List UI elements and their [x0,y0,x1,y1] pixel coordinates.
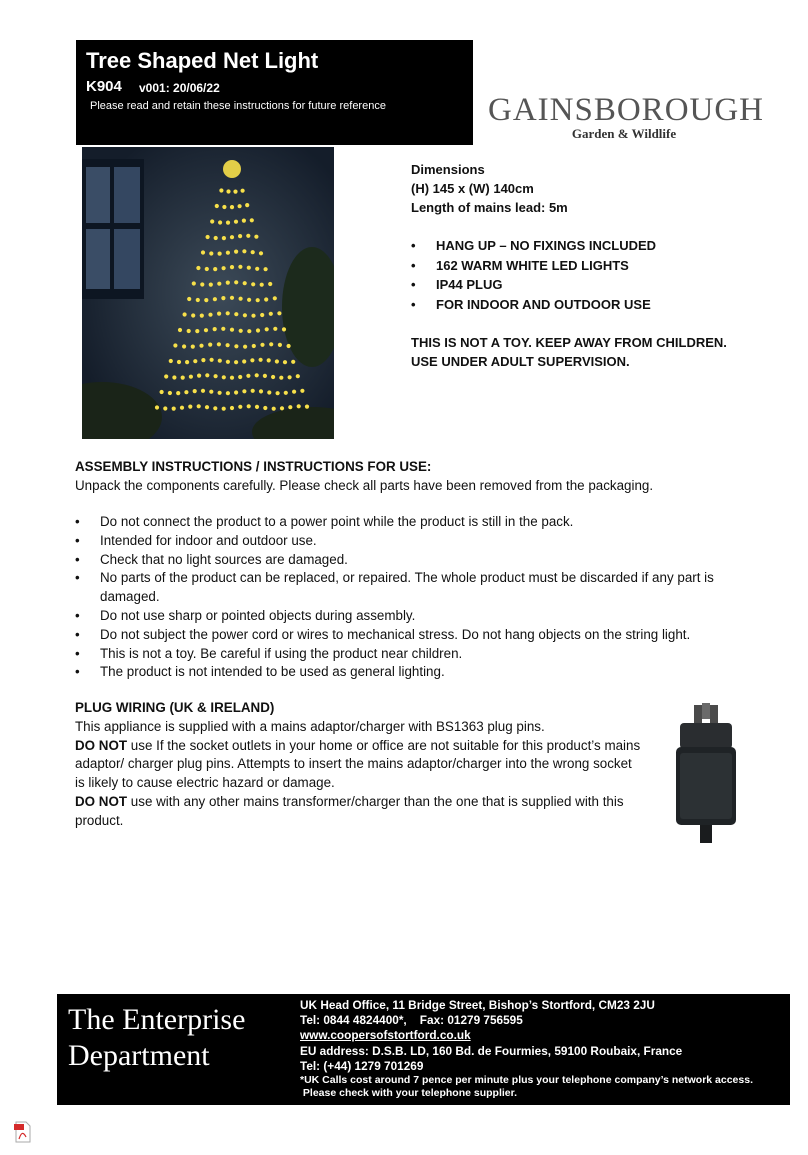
led-bulb [160,390,164,394]
led-bulb [217,312,221,316]
led-bulb [218,359,222,363]
led-bulb [205,405,209,409]
led-bulb [278,343,282,347]
led-bulb [169,359,173,363]
footer-block [57,994,790,1105]
led-bulb [250,358,254,362]
led-bulb [204,328,208,332]
led-bulb [255,405,259,409]
led-bulb [238,204,242,208]
led-bulb [255,267,259,271]
led-bulb [292,390,296,394]
led-bulb [243,345,247,349]
led-bulb [173,343,177,347]
led-bulb [234,220,238,224]
led-bulb [213,406,217,410]
led-bulb [264,297,268,301]
led-bulb [269,312,273,316]
led-bulb [221,296,225,300]
led-bulb [300,389,304,393]
led-bulb [251,314,255,318]
led-bulb [197,404,201,408]
led-bulb [213,327,217,331]
led-bulb [297,404,301,408]
led-bulb [247,266,251,270]
led-bulb [180,406,184,410]
instruction-item: • Check that no light sources are damaged. [75,551,775,570]
led-bulb [210,219,214,223]
product-code: K904 [86,78,122,95]
led-bulb [197,374,201,378]
led-bulb [230,235,234,239]
led-bulb [208,313,212,317]
department-line: The Enterprise [68,1003,246,1036]
led-bulb [191,345,195,349]
led-bulb [201,250,205,254]
led-bulb [256,298,260,302]
led-bulb [260,343,264,347]
product-photo [82,147,334,439]
led-bulb [233,190,237,194]
assembly-section [75,458,775,496]
led-bulb [189,375,193,379]
plug-warning-1 [75,737,645,793]
led-bulb [176,391,180,395]
led-bulb [219,188,223,192]
feature-item: • FOR INDOOR AND OUTDOOR USE [411,295,791,315]
instruction-item: • Intended for indoor and outdoor use. [75,532,775,551]
led-bulb [209,251,213,255]
led-bulb [259,251,263,255]
call-cost-note: *UK Calls cost around 7 pence per minute plus your telephone company’s network access. [300,1074,753,1087]
led-bulb [251,250,255,254]
led-bulb [230,328,234,332]
contact-info [300,998,790,1100]
led-bulb [218,391,222,395]
led-bulb [288,375,292,379]
led-bulb [239,329,243,333]
led-bulb [226,221,230,225]
led-bulb [226,251,230,255]
led-bulb [265,327,269,331]
led-bulb [291,360,295,364]
led-bulb [305,405,309,409]
led-bulb [226,360,230,364]
led-bulb [264,267,268,271]
led-bulb [276,391,280,395]
warning-line-1: THIS IS NOT A TOY. KEEP AWAY FROM CHILDREN. [411,335,727,350]
led-bulb [243,281,247,285]
led-bulb [213,297,217,301]
led-bulb [199,344,203,348]
led-bulb [256,328,260,332]
led-bulb [273,296,277,300]
led-bulb [209,283,213,287]
brand-subtitle: Garden & Wildlife [571,126,677,141]
led-bulb [238,405,242,409]
led-bulb [195,329,199,333]
led-bulb [188,405,192,409]
assembly-heading: ASSEMBLY INSTRUCTIONS / INSTRUCTIONS FOR USE: [75,459,432,474]
led-bulb [182,344,186,348]
led-bulb [251,282,255,286]
led-bulb [230,376,234,380]
led-bulb [277,311,281,315]
plug-warning-2 [75,793,645,831]
led-bulb [215,204,219,208]
led-bulb [243,313,247,317]
led-bulb [209,390,213,394]
led-bulb [204,298,208,302]
led-bulb [259,389,263,393]
do-not-label: DO NOT [75,793,128,809]
led-bulb [164,374,168,378]
led-bulb [185,360,189,364]
warning-line-2: USE UNDER ADULT SUPERVISION. [411,354,630,369]
website-link[interactable]: www.coopersofstortford.co.uk [300,1028,471,1043]
led-bulb [214,374,218,378]
led-bulb [191,313,195,317]
led-bulb [279,376,283,380]
pdf-icon [14,1121,32,1143]
led-bulb [172,407,176,411]
plug-line: This appliance is supplied with a mains adaptor/charger with BS1363 plug pins. [75,718,545,734]
led-bulb [273,327,277,331]
led-bulb [196,266,200,270]
led-bulb [271,375,275,379]
led-bulb [263,406,267,410]
led-bulb [226,281,230,285]
led-bulb [247,404,251,408]
led-bulb [263,374,267,378]
version-date: v001: 20/06/22 [139,81,220,95]
led-bulb [234,312,238,316]
instruction-item: • Do not use sharp or pointed objects during assembly. [75,607,775,626]
led-bulb [184,390,188,394]
led-bulb [226,189,230,193]
led-bulb [230,205,234,209]
instruction-item: • The product is not intended to be used as general lighting. [75,663,775,682]
led-bulb [226,343,230,347]
led-bulb [230,296,234,300]
led-bulb [238,265,242,269]
department-line: Department [68,1039,210,1072]
led-bulb [242,219,246,223]
led-bulb [172,375,176,379]
plug-wiring-section [75,699,645,831]
led-bulb [245,203,249,207]
led-bulb [268,282,272,286]
led-bulb [177,360,181,364]
led-bulb [226,311,230,315]
led-bulb [255,373,259,377]
led-bulb [192,281,196,285]
led-bulb [222,266,226,270]
plug-warning-text: use If the socket outlets in your home or office are not suitable for this product’s mains adaptor/ charger plug pins. Attempts to insert the mains adaptor/charger into the wrong socket is likely to cause electric hazard or damage. [75,737,641,791]
led-bulb [238,375,242,379]
led-bulb [210,358,214,362]
call-cost-note: Please check with your telephone supplier. [300,1087,518,1100]
led-bulb [217,282,221,286]
led-bulb [241,189,245,193]
led-bulb [230,265,234,269]
led-bulb [200,282,204,286]
led-bulb [218,220,222,224]
led-bulb [267,390,271,394]
feature-item: • HANG UP – NO FIXINGS INCLUDED [411,236,791,256]
led-bulb [246,234,250,238]
led-bulb [242,249,246,253]
led-bulb [282,327,286,331]
led-bulb [247,329,251,333]
led-bulb [272,407,276,411]
led-bulb [254,235,258,239]
star-light [223,160,241,178]
led-bulb [284,391,288,395]
department-name [68,1002,298,1074]
led-bulb [155,405,159,409]
led-bulb [283,360,287,364]
led-bulb [221,327,225,331]
led-bulb [259,358,263,362]
specifications [411,160,791,371]
led-bulb [178,328,182,332]
brand-logo [488,92,765,148]
led-bulb [193,359,197,363]
instruction-item: • This is not a toy. Be careful if using the product near children. [75,645,775,664]
led-bulb [242,359,246,363]
instruction-item: • Do not subject the power cord or wires to mechanical stress. Do not hang objects on the string light. [75,626,775,645]
led-bulb [296,374,300,378]
led-bulb [234,344,238,348]
led-bulb [238,234,242,238]
led-bulb [287,344,291,348]
led-bulb [234,390,238,394]
led-bulb [206,235,210,239]
led-bulb [200,314,204,318]
led-bulb [168,391,172,395]
feature-item: • IP44 PLUG [411,275,791,295]
led-bulb [267,358,271,362]
led-bulb [247,298,251,302]
led-bulb [242,389,246,393]
eu-telephone: Tel: (+44) 1279 701269 [300,1058,424,1073]
led-bulb [230,406,234,410]
led-bulb [201,358,205,362]
feature-list [411,236,791,314]
led-bulb [250,218,254,222]
tel-fax: Tel: 0844 4824400*, Fax: 01279 756595 [300,1013,523,1028]
led-bulb [214,236,218,240]
led-bulb [269,342,273,346]
title-block [76,40,473,145]
led-bulb [275,359,279,363]
led-bulb [218,252,222,256]
dimensions-size: (H) 145 x (W) 140cm [411,181,534,196]
led-bulb [205,373,209,377]
led-bulb [226,391,230,395]
led-bulb [208,343,212,347]
feature-item: • 162 WARM WHITE LED LIGHTS [411,256,791,276]
window-shape [82,159,144,299]
led-bulb [280,406,284,410]
led-bulb [252,344,256,348]
led-bulb [251,389,255,393]
dimensions-heading: Dimensions [411,162,485,177]
eu-address: EU address: D.S.B. LD, 160 Bd. de Fourmies, 59100 Roubaix, France [300,1043,683,1058]
instruction-item: • No parts of the product can be replaced, or repaired. The whole product must be discarded if any part is damaged. [75,569,775,607]
product-title: Tree Shaped Net Light [86,48,319,73]
led-bulb [193,389,197,393]
led-bulb [183,312,187,316]
instruction-item: • Do not connect the product to a power point while the product is still in the pack. [75,513,775,532]
led-bulb [217,342,221,346]
led-bulb [234,360,238,364]
assembly-intro: Unpack the components carefully. Please check all parts have been removed from the packaging. [75,477,654,493]
head-office: UK Head Office, 11 Bridge Street, Bishop’s Stortford, CM23 2JU [300,998,655,1012]
do-not-label: DO NOT [75,737,128,753]
led-bulb [239,297,243,301]
led-bulb [213,267,217,271]
led-bulb [260,283,264,287]
instruction-list [75,513,775,682]
plug-heading: PLUG WIRING (UK & IRELAND) [75,700,275,715]
led-bulb [222,205,226,209]
led-bulb [288,405,292,409]
led-bulb [163,406,167,410]
led-bulb [222,236,226,240]
led-bulb [205,267,209,271]
led-bulb [187,297,191,301]
plug-warning-text: use with any other mains transformer/charger than the one that is supplied with this product. [75,793,624,828]
plug-adaptor-image [670,703,742,843]
led-bulb [222,375,226,379]
led-bulb [187,329,191,333]
led-bulb [234,280,238,284]
led-bulb [201,389,205,393]
led-bulb [196,298,200,302]
brand-name: GAINSBOROUGH [488,92,765,128]
lead-length: Length of mains lead: 5m [411,200,568,215]
led-bulb [234,250,238,254]
retain-note: Please read and retain these instructions for future reference [90,100,386,112]
led-bulb [181,376,185,380]
led-bulb [246,374,250,378]
led-bulb [260,313,264,317]
led-bulb [222,407,226,411]
